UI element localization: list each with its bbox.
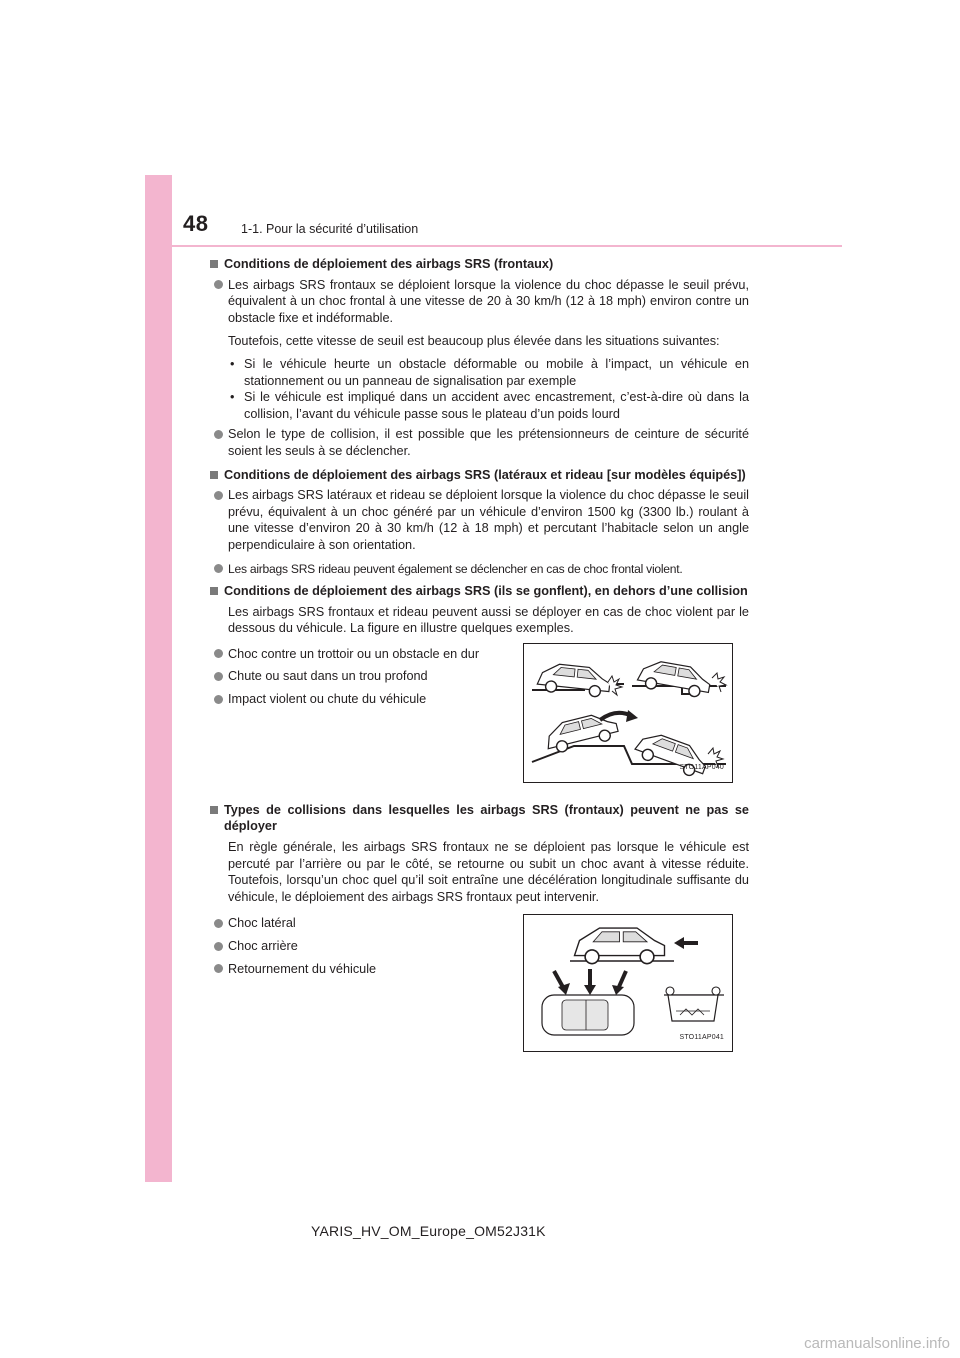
no-deployment-figure bbox=[523, 914, 733, 1052]
section-heading: Conditions de déploiement des airbags SRS (latéraux et rideau [sur modèles équipés]) bbox=[209, 467, 749, 484]
round-bullet-icon bbox=[214, 942, 223, 951]
car-icon bbox=[575, 928, 665, 964]
page-number: 48 bbox=[183, 211, 209, 236]
list-item: Choc arrière bbox=[214, 938, 499, 955]
paragraph: Les airbags SRS frontaux et rideau peuvent aussi se déployer en cas de choc violent par le dessous du véhicule. La figure en illustre quelques exemples. bbox=[228, 604, 749, 636]
list-item: Chute ou saut dans un trou profond bbox=[214, 668, 499, 685]
round-bullet-icon bbox=[214, 564, 223, 573]
watermark: carmanualsonline.info bbox=[804, 1335, 950, 1352]
sub-list-item: • Si le véhicule heurte un obstacle déformable ou mobile à l’impact, un véhicule en stationnement ou un panneau de signalisation par exemple bbox=[230, 356, 749, 388]
list-item: Les airbags SRS rideau peuvent également se déclencher en cas de choc frontal violent. bbox=[214, 561, 749, 578]
header-divider bbox=[172, 245, 842, 247]
figure-code: STO11AP041 bbox=[679, 1033, 724, 1041]
round-bullet-icon bbox=[214, 672, 223, 681]
chapter-sidebar-tab bbox=[145, 175, 172, 1182]
section-heading: Conditions de déploiement des airbags SRS (frontaux) bbox=[209, 256, 749, 273]
round-bullet-icon bbox=[214, 280, 223, 289]
square-bullet-icon bbox=[210, 471, 218, 479]
square-bullet-icon bbox=[210, 260, 218, 268]
list-item: Choc contre un trottoir ou un obstacle en dur bbox=[214, 646, 499, 663]
round-bullet-icon bbox=[214, 491, 223, 500]
list-item: Choc latéral bbox=[214, 915, 499, 932]
list-item: Les airbags SRS latéraux et rideau se déploient lorsque la violence du choc dépasse le seuil prévu, équivalent à un choc généré par un véhicule d’environ 1500 kg (3300 lb.) roulant à une vitesse d’environ 20 à 30 km/h (12 à 18 mph) et percutant l’habitacle selon un angle perpendiculaire à son orientation. bbox=[214, 487, 749, 553]
section-heading: Conditions de déploiement des airbags SRS (ils se gonflent), en dehors d’une collision bbox=[209, 583, 749, 600]
list-item: Impact violent ou chute du véhicule bbox=[214, 691, 499, 708]
car-icon bbox=[636, 658, 712, 699]
paragraph: Toutefois, cette vitesse de seuil est beaucoup plus élevée dans les situations suivantes: bbox=[228, 334, 720, 349]
list-item: Selon le type de collision, il est possible que les prétensionneurs de ceinture de sécurité soient les seuls à se déclencher. bbox=[214, 426, 749, 459]
car-top-view-icon bbox=[542, 995, 634, 1035]
list-item: Les airbags SRS frontaux se déploient lorsque la violence du choc dépasse le seuil prévu, équivalent à un choc frontal à une vitesse de 20 à 30 km/h (12 à 18 mph) environ contre un obstacle fixe et indéformable. bbox=[214, 277, 749, 327]
figure-row bbox=[209, 646, 749, 796]
document-code: YARIS_HV_OM_Europe_OM52J31K bbox=[311, 1223, 546, 1239]
paragraph: En règle générale, les airbags SRS frontaux ne se déploient pas lorsque le véhicule est percuté par l’arrière ou par le côté, se retourne ou subit un choc avant à vitesse réduite. Toutefois, lorsqu’un choc quel qu’il soit entraîne une décélération longitudinale suffisante du véhicule, le déploiement des airbags SRS frontaux peut intervenir. bbox=[228, 840, 749, 904]
figure-row bbox=[209, 915, 749, 1055]
square-bullet-icon bbox=[210, 587, 218, 595]
round-bullet-icon bbox=[214, 964, 223, 973]
round-bullet-icon bbox=[214, 919, 223, 928]
round-bullet-icon bbox=[214, 695, 223, 704]
section-heading: Types de collisions dans lesquelles les airbags SRS (frontaux) peuvent ne pas se déployer bbox=[209, 802, 749, 835]
page-content bbox=[209, 256, 749, 1055]
round-bullet-icon bbox=[214, 649, 223, 658]
square-bullet-icon bbox=[210, 806, 218, 814]
underbody-impact-figure bbox=[523, 643, 733, 783]
round-bullet-icon bbox=[214, 430, 223, 439]
list-item: Retournement du véhicule bbox=[214, 961, 499, 978]
rollover-car-icon bbox=[666, 987, 720, 1021]
sub-list-item: • Si le véhicule est impliqué dans un accident avec encastrement, c’est-à-dire où dans la collision, l’avant du véhicule passe sous le plateau d’un poids lourd bbox=[230, 390, 749, 421]
section-title: 1-1. Pour la sécurité d’utilisation bbox=[241, 222, 419, 236]
car-icon bbox=[537, 662, 612, 698]
figure-code: STO11AP040 bbox=[679, 764, 724, 772]
